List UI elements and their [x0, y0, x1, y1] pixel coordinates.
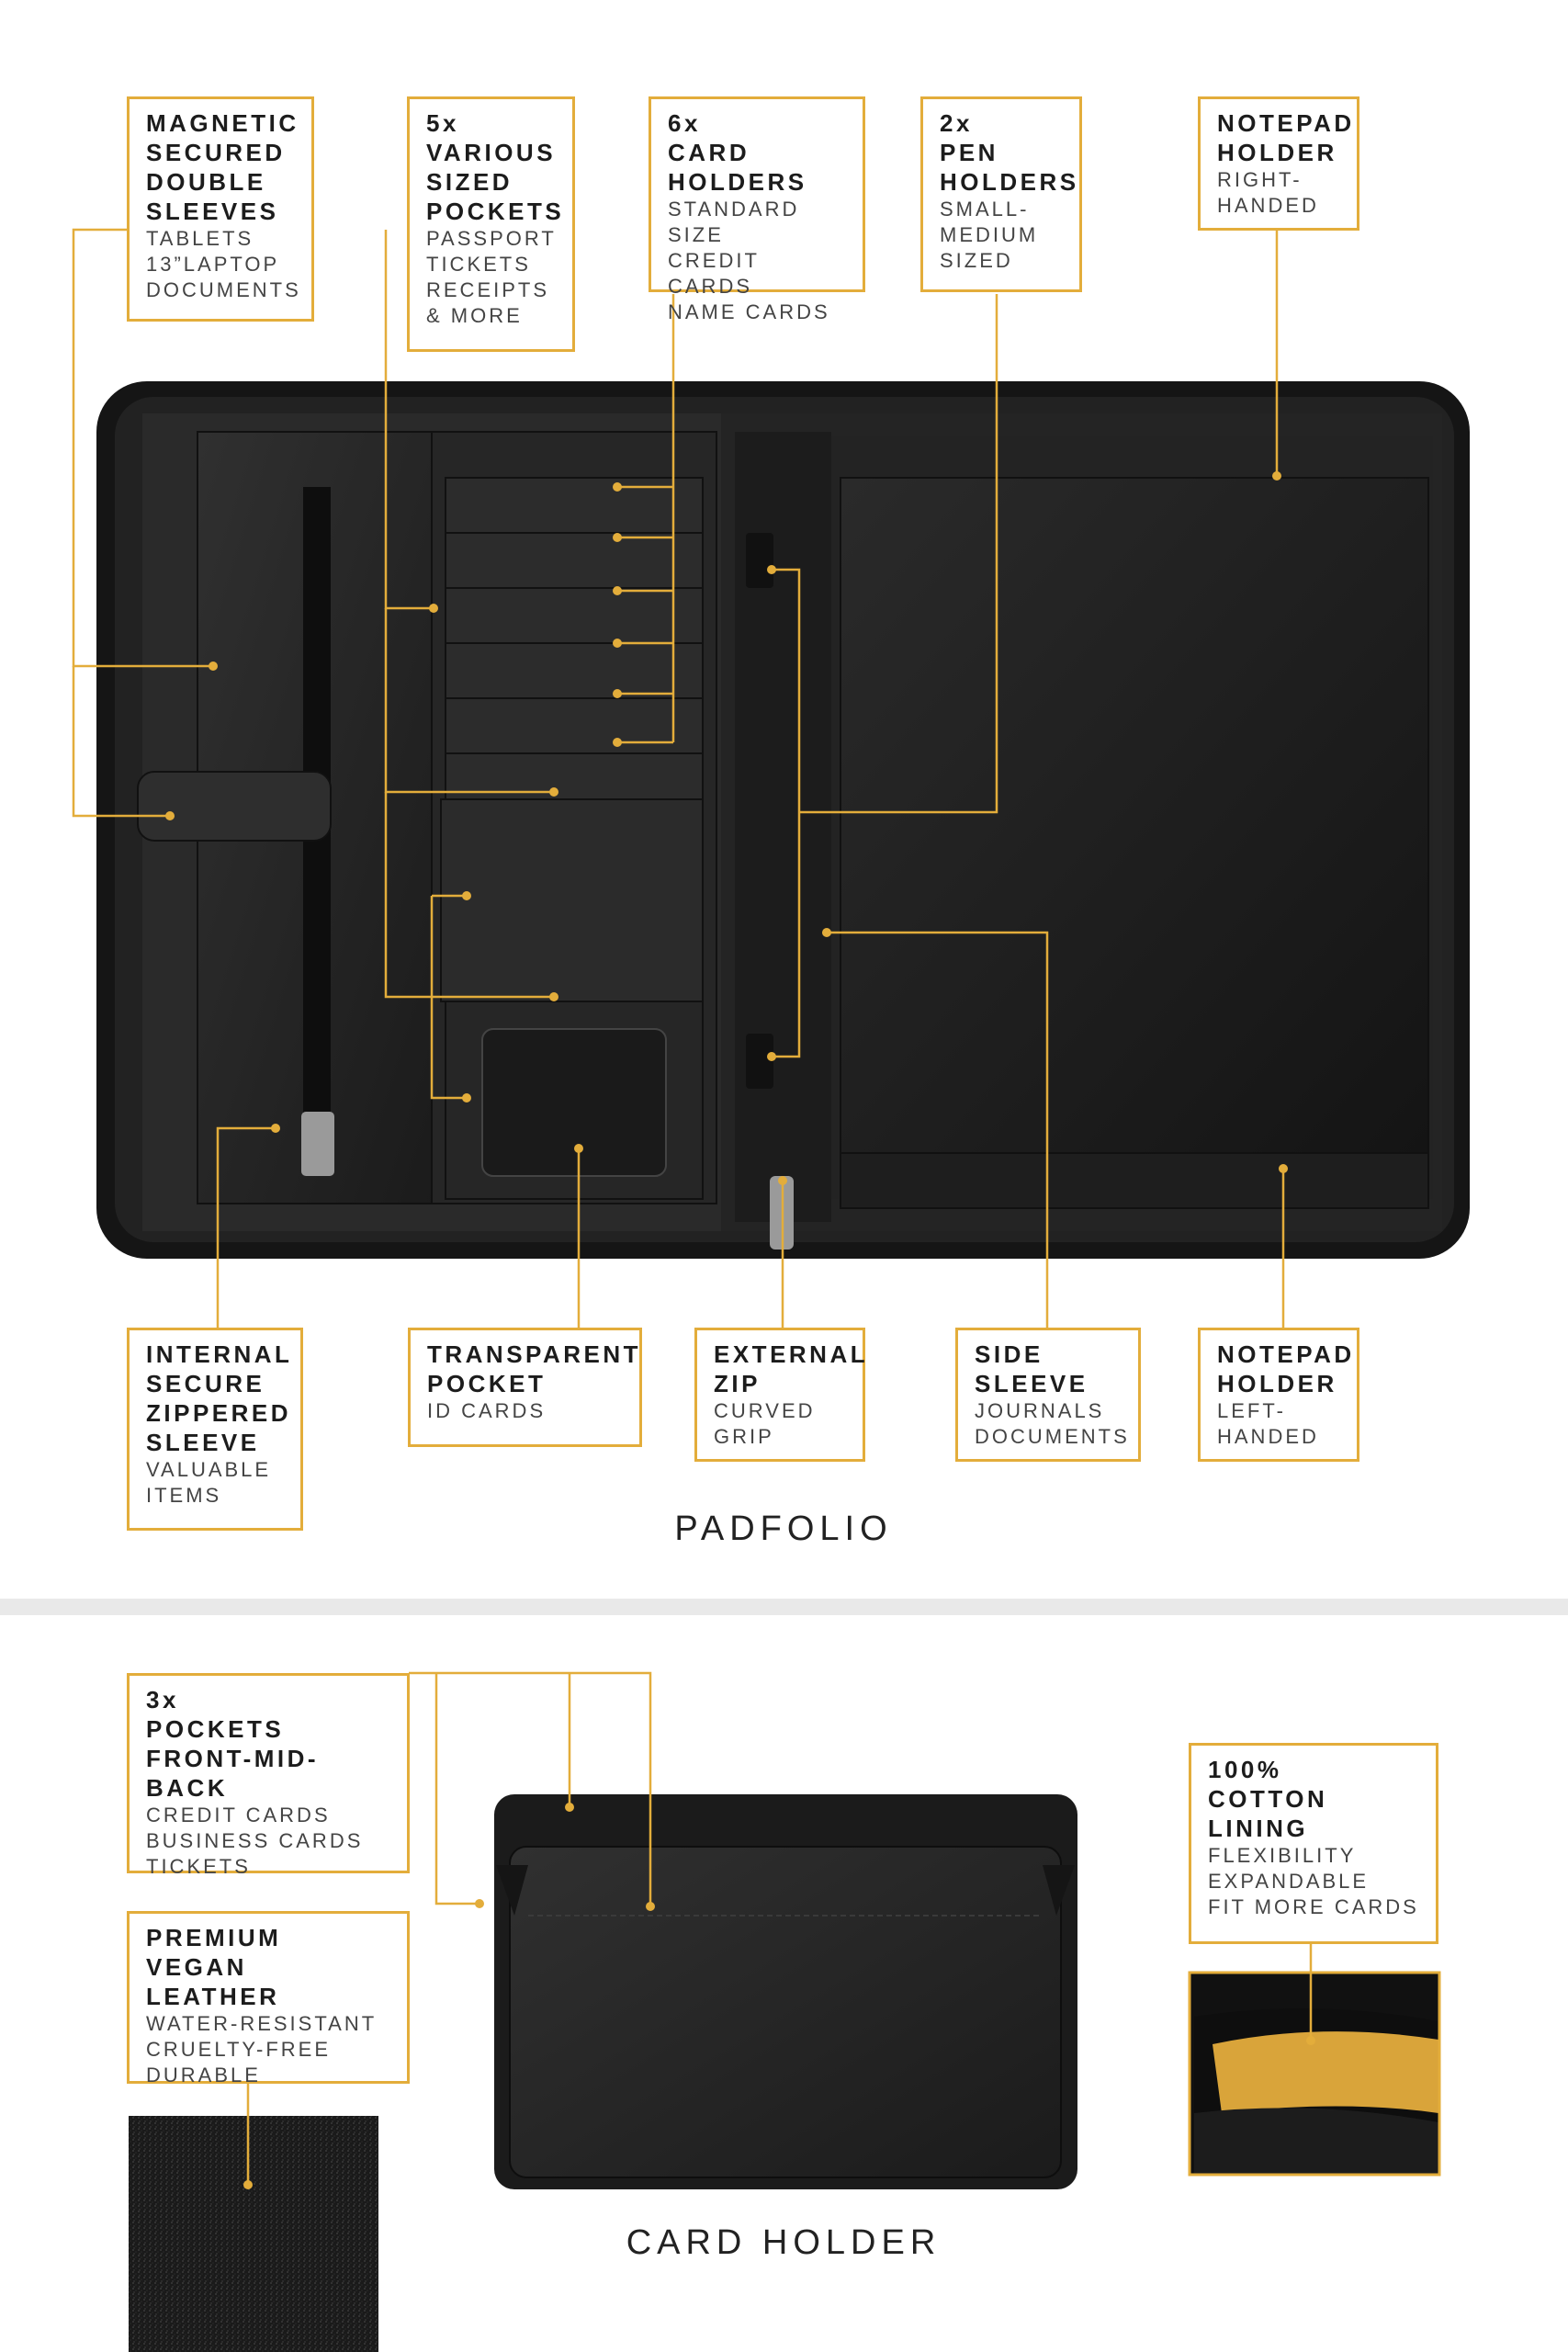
callout-body: FLEXIBILITY EXPANDABLE FIT MORE CARDS — [1208, 1844, 1419, 1918]
callout-body: TABLETS 13”LAPTOP DOCUMENTS — [146, 227, 301, 301]
callout-heading: PREMIUM VEGAN LEATHER — [146, 1924, 282, 2010]
callout-body: VALUABLE ITEMS — [146, 1458, 272, 1507]
callout-magnetic-sleeves — [127, 96, 314, 322]
callout-card-holders — [649, 96, 865, 323]
callout-heading: 5x VARIOUS SIZED POCKETS — [426, 109, 565, 225]
callout-side-sleeve — [955, 1328, 1141, 1462]
callout-body: SMALL- MEDIUM SIZED — [940, 198, 1039, 272]
zipper-pull-icon — [301, 1112, 334, 1176]
notepad-cover — [840, 478, 1428, 1162]
card-holder-title: CARD HOLDER — [626, 2223, 942, 2262]
card-holder-image — [494, 1794, 1077, 2189]
callout-body: LEFT- HANDED — [1217, 1399, 1319, 1448]
callout-heading: 6x CARD HOLDERS — [668, 109, 807, 196]
callout-three-pockets — [127, 1673, 410, 1878]
callout-vegan-leather — [127, 1911, 410, 2084]
callout-heading: INTERNAL SECURE ZIPPERED SLEEVE — [146, 1340, 293, 1456]
callout-body: CURVED GRIP — [714, 1399, 816, 1448]
magnetic-strap — [138, 772, 331, 841]
vegan-leather-swatch — [129, 2116, 378, 2352]
padfolio-image — [96, 381, 1470, 1259]
section-divider — [0, 1599, 1568, 1615]
callout-heading: 100% COTTON LINING — [1208, 1756, 1328, 1842]
callout-heading: TRANSPARENT POCKET — [427, 1340, 642, 1397]
callout-pen-holders — [920, 96, 1082, 292]
callout-heading: SIDE SLEEVE — [975, 1340, 1089, 1397]
padfolio-title: PADFOLIO — [674, 1510, 893, 1548]
callout-transparent-pocket — [408, 1328, 642, 1447]
callout-cotton-lining — [1189, 1743, 1438, 1944]
callout-body: PASSPORT TICKETS RECEIPTS & MORE — [426, 227, 557, 327]
callout-heading: EXTERNAL ZIP — [714, 1340, 869, 1397]
pen-loop-top — [746, 533, 773, 588]
callout-internal-sleeve — [127, 1328, 303, 1531]
callout-body: CREDIT CARDS BUSINESS CARDS TICKETS — [146, 1804, 364, 1878]
cotton-lining-swatch — [1190, 1973, 1438, 2174]
pen-loop-bottom — [746, 1034, 773, 1089]
callout-heading: MAGNETIC SECURED DOUBLE SLEEVES — [146, 109, 299, 225]
callout-notepad-right — [1198, 96, 1359, 231]
callout-heading: NOTEPAD HOLDER — [1217, 1340, 1355, 1397]
callout-body: STANDARD SIZE CREDIT CARDS NAME CARDS — [668, 198, 830, 323]
callout-body: ID CARDS — [427, 1399, 547, 1422]
callout-external-zip — [694, 1328, 869, 1462]
callout-body: WATER-RESISTANT CRUELTY-FREE DURABLE — [146, 2012, 378, 2086]
callout-various-pockets — [407, 96, 575, 352]
transparent-pocket-window — [482, 1029, 666, 1176]
callout-body: RIGHT- HANDED — [1217, 168, 1319, 217]
callout-heading: 2x PEN HOLDERS — [940, 109, 1079, 196]
callout-heading: 3x POCKETS FRONT-MID-BACK — [146, 1686, 320, 1802]
callout-body: JOURNALS DOCUMENTS — [975, 1399, 1130, 1448]
callout-heading: NOTEPAD HOLDER — [1217, 109, 1355, 166]
callout-notepad-left — [1198, 1328, 1359, 1462]
